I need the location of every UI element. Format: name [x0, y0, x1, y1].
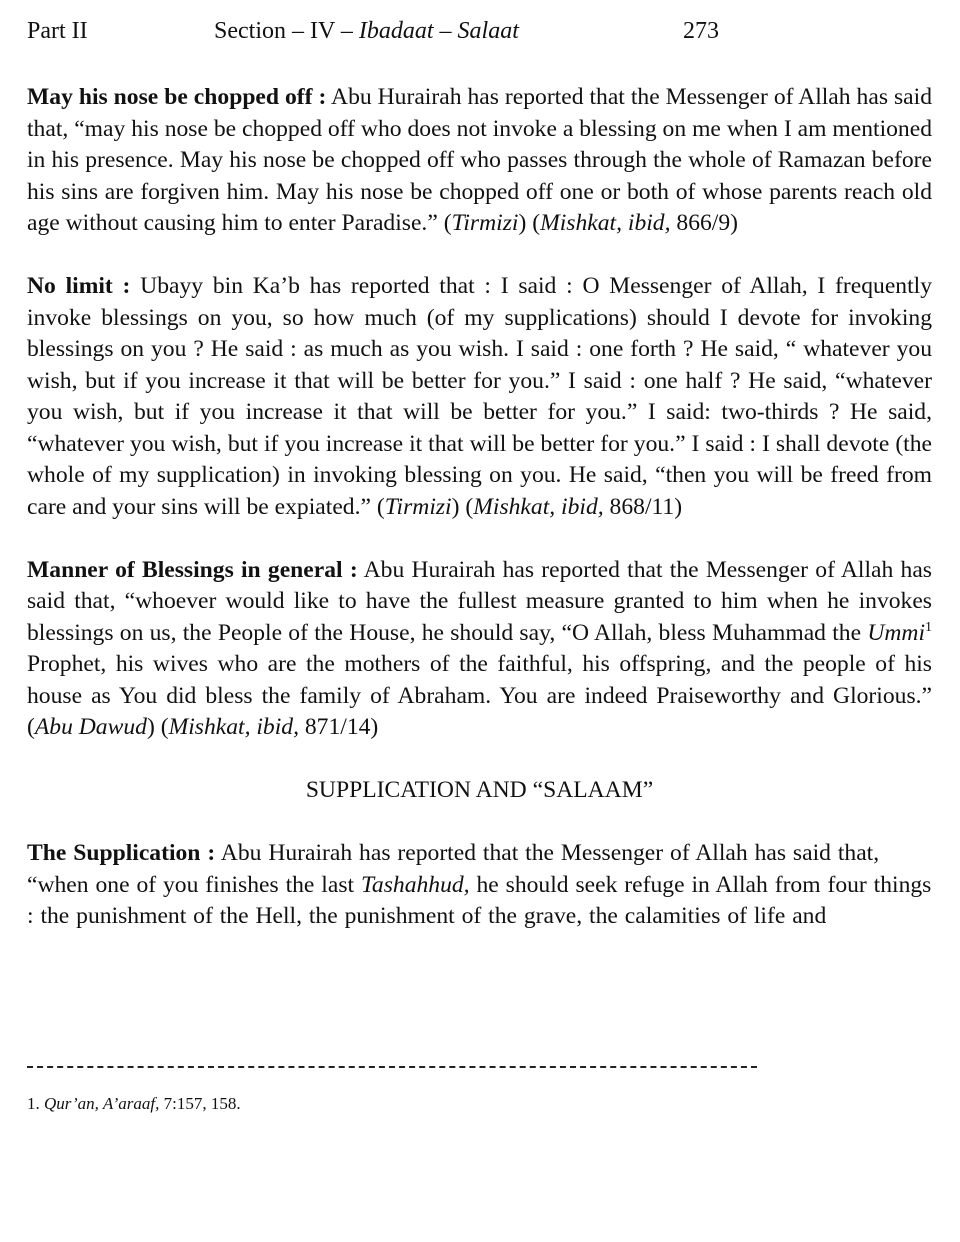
header-section-italic: Ibadaat – Salaat	[358, 18, 519, 44]
italic-term: Ummi	[867, 619, 925, 646]
italic-term: Tashahhud,	[360, 871, 470, 898]
footnote	[27, 1094, 241, 1114]
text: 868/11)	[603, 493, 683, 520]
citation: Tirmizi	[384, 493, 452, 520]
text: Prophet, his wives who are the mothers of the faithful, his offspring, and the people of his house as You did bless the family of Abraham. You are indeed Praiseworthy and Glorious.” (	[27, 651, 932, 740]
citation: Mishkat, ibid,	[540, 210, 671, 236]
footnote-marker: 1	[925, 619, 932, 635]
page-body	[27, 82, 932, 964]
header-section	[214, 18, 519, 45]
text: he should seek refuge in Allah from four things : the punishment of the Hell, the punishment of the grave, the calamities of life and	[27, 871, 932, 929]
paragraph-nose-chopped	[27, 82, 932, 240]
footnote-citation: Qur’an, A’araaf,	[44, 1094, 160, 1113]
paragraph-title: No limit :	[27, 273, 131, 299]
paragraph-no-limit	[27, 271, 932, 523]
page-number: 273	[683, 18, 719, 44]
paragraph-supplication	[27, 838, 932, 933]
paragraph-title: May his nose be chopped off :	[27, 84, 327, 110]
paragraph-title: The Supplication :	[27, 840, 216, 866]
header-part: Part II	[27, 18, 88, 44]
citation: Mishkat, ibid,	[168, 714, 299, 740]
paragraph-manner-of-blessings	[27, 555, 932, 744]
text: ) (	[451, 493, 474, 520]
paragraph-title: Manner of Blessings in general :	[27, 556, 358, 583]
citation: Mishkat, ibid,	[473, 493, 604, 520]
text: 871/14)	[298, 714, 379, 740]
text: Ubayy bin Ka’b has reported that : I said : O Messenger of Allah, I frequently invoke blessings on you, so how much (of my supplications) should I devote for invoking blessings on you ? He said : as much as you wish. I said : one forth ? He said, “ whatever you wish, but if you increase it that will be better for you.” I said : one half ? He said, “whatever you wish, but if you increase it that will be better for you.” I said: two-thirds ? He said, “whatever you wish, but if you increase it that will be better for you.” I said : I shall devote (the whole of my supplication) in invoking blessing on you. He said, “then you will be freed from care and your sins will be expiated.” (	[27, 273, 932, 520]
footnote-number: 1.	[27, 1094, 40, 1113]
text: 866/9)	[670, 210, 738, 236]
text: Abu Hurairah has reported that the Messenger of Allah has said that, “when one of you finishes the last	[27, 840, 880, 898]
section-heading: SUPPLICATION AND “SALAAM”	[305, 777, 654, 803]
text: Abu Hurairah has reported that the Messenger of Allah has said that, “may his nose be chopped off who does not invoke a blessing on me when I am mentioned in his presence. May his nose be chopped off who passes through the whole of Ramazan before his sins are forgiven him. May his nose be chopped off one or both of whose parents reach old age without causing him to enter Paradise.” (	[27, 84, 932, 236]
text: ) (	[146, 714, 169, 740]
header-section-text: Section – IV –	[214, 18, 359, 44]
footnote-divider	[27, 1066, 757, 1068]
citation: Tirmizi	[451, 210, 519, 236]
footnote-text: 7:157, 158.	[159, 1094, 241, 1113]
citation: Abu Dawud	[34, 714, 147, 740]
text: Abu Hurairah has reported that the Messenger of Allah has said that, “whoever would like to have the fullest measure granted to him when he invokes blessings on us, the People of the House, he should say, “O Allah, bless Muhammad the	[27, 556, 932, 646]
text: ) (	[518, 210, 541, 236]
